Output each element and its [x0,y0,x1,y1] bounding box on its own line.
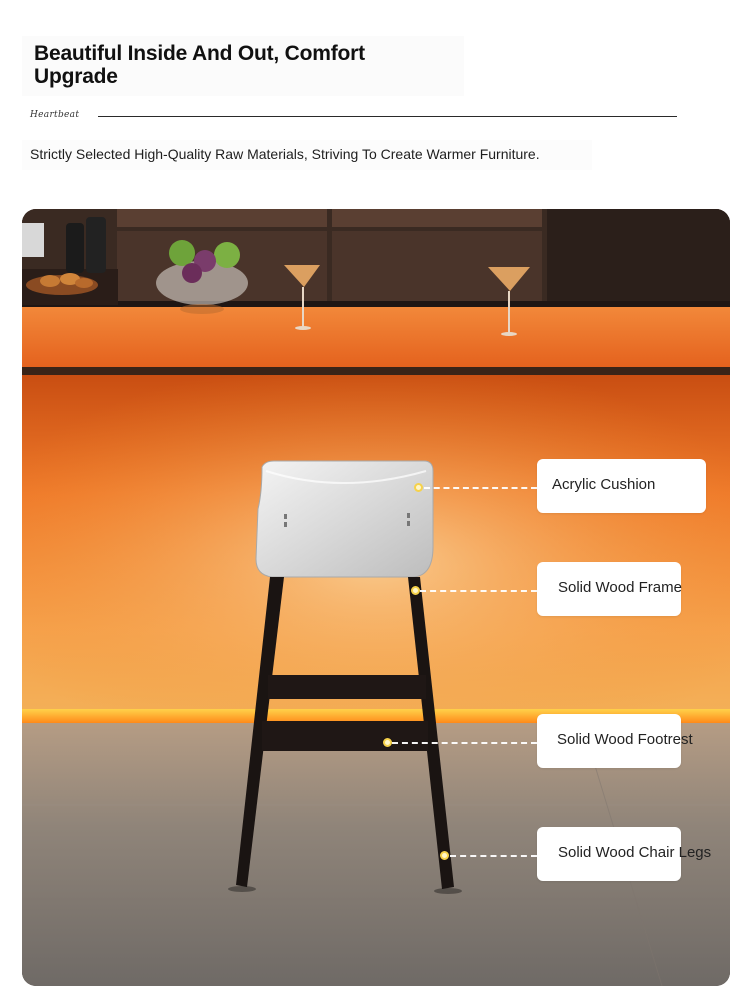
callout-connector-solid-wood-frame [420,590,537,592]
divider-line [98,116,677,117]
callout-connector-acrylic-cushion [424,487,537,489]
callout-dot-solid-wood-chair-legs [440,851,449,860]
page-title: Beautiful Inside And Out, Comfort Upgrade [34,42,365,88]
heartbeat-script-mark: Heartbeat [30,110,80,120]
callout-label: Solid Wood Chair Legs [558,844,712,861]
callout-connector-solid-wood-chair-legs [450,855,537,857]
callout-acrylic-cushion [537,459,706,513]
callout-dot-solid-wood-footrest [383,738,392,747]
callout-connector-solid-wood-footrest [392,742,537,744]
page-subtitle: Strictly Selected High-Quality Raw Materials, Striving To Create Warmer Furniture. [30,146,540,162]
callout-solid-wood-frame [537,562,681,616]
callout-label: Solid Wood Frame [558,579,682,596]
callout-label: Acrylic Cushion [552,476,656,493]
callout-dot-acrylic-cushion [414,483,423,492]
callout-solid-wood-footrest [537,714,693,768]
callout-label: Solid Wood Footrest [557,731,693,748]
callout-solid-wood-chair-legs [537,827,712,881]
callout-dot-solid-wood-frame [411,586,420,595]
